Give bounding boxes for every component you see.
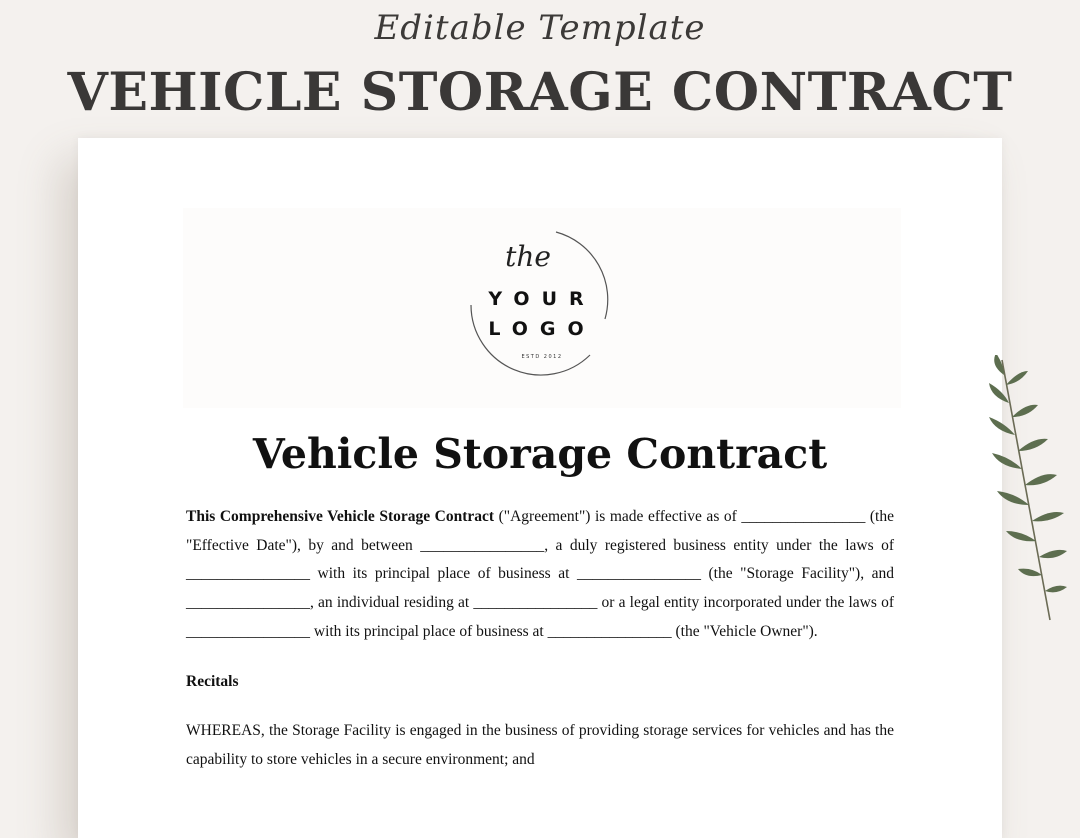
logo-placeholder	[183, 208, 901, 408]
logo-ring-arc-lower	[471, 305, 590, 375]
logo-line-2: LOGO	[488, 318, 596, 340]
banner-script-text: Editable Template	[374, 8, 706, 48]
recitals-heading: Recitals	[186, 672, 239, 690]
document-page	[78, 138, 1002, 838]
whereas-paragraph: WHEREAS, the Storage Facility is engaged in the business of providing storage services for vehicles and has the capability to store vehicles in a secure environment; and	[186, 722, 894, 768]
banner-title: VEHICLE STORAGE CONTRACT	[67, 62, 1013, 123]
logo-emblem	[464, 220, 624, 400]
intro-lead-text: This Comprehensive Vehicle Storage Contract	[186, 508, 495, 525]
document-title: Vehicle Storage Contract	[252, 430, 828, 478]
logo-script-word: the	[505, 240, 551, 273]
logo-line-1: YOUR	[488, 288, 596, 310]
logo-tagline: ESTD 2012	[521, 354, 563, 360]
intro-paragraph	[186, 503, 894, 647]
intro-text: ("Agreement") is made effective as of ________________ (the "Effective Date"), by and between ________________, a duly registered business entity under the laws of ________________ with its principal place of business at ________________ (the "Storage Facility"), and ________________, an individual residing at ________________ or a legal entity incorporated under the laws of ________________ with its principal place of business at ________________ (the "Vehicle Owner").	[186, 508, 894, 640]
rosemary-sprig-decoration	[982, 355, 1072, 635]
document-body	[186, 503, 894, 775]
